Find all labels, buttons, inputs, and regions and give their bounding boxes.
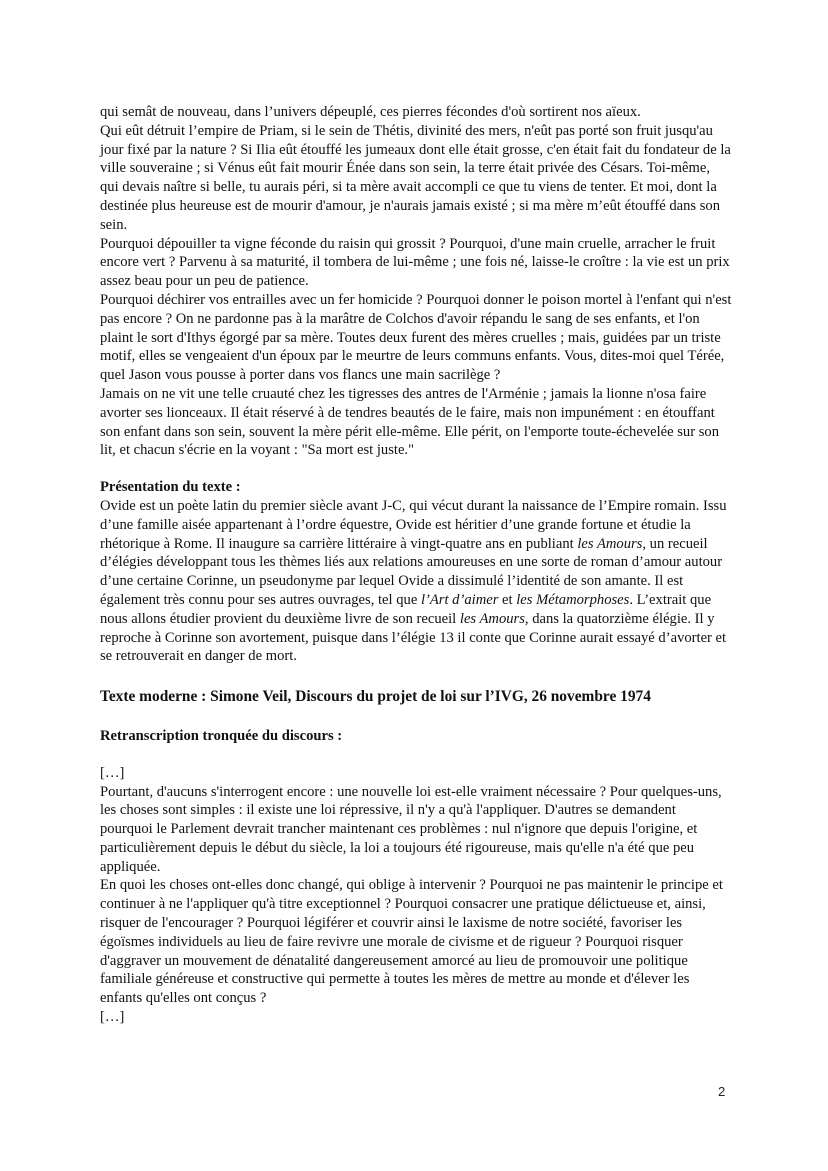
poem-paragraph: Jamais on ne vit une telle cruauté chez les tigresses des antres de l'Arménie ; jamais la lionne n'osa faire avorter ses lionceaux. Il était réservé à de tendres beautés de le faire, mais non impunément : en étouffant son enfant dans son sein, souvent la mère périt elle-même. Elle périt, on l'emporte toute-échevelée sur son lit, et chacun s'écrie en la voyant : "Sa mort est juste." <box>100 385 720 459</box>
book-title: les Métamorphoses <box>516 591 630 608</box>
presentation-text: , un recueil d’élégies développant tous les thèmes liés aux relations amoureuses en une sorte de roman d’amour autour d’une certaine Corinne, un pseudonyme par lequel Ovide a dissimulé l’identité de son amante. Il est également très connu pour ses autres ouvrages, tel que <box>100 535 723 608</box>
presentation-heading: Présentation du texte : <box>100 479 241 496</box>
presentation-paragraph <box>100 497 732 666</box>
ellipsis-start: […] <box>100 764 125 781</box>
speech-paragraph: Pourtant, d'aucuns s'interrogent encore : une nouvelle loi est-elle vraiment nécessaire ? Pour quelques-uns, les choses sont simples : il existe une loi répressive, il n'y a qu'à l'appliquer. D'autres se demandent pourquoi le Parlement devrait trancher maintenant ces problèmes : nul n'ignore que depuis l'origine, et particulièrement depuis le début du siècle, la loi a toujours été rigoureuse, mais qu'elle n'a été que peu appliquée. <box>100 783 722 875</box>
poem-paragraph: Pourquoi dépouiller ta vigne féconde du raisin qui grossit ? Pourquoi, d'une main cruelle, arracher le fruit encore vert ? Parvenu à sa maturité, il tombera de lui-même ; une fois né, laisse-le croître : la vie est un prix assez beau pour un peu de patience. <box>100 235 730 290</box>
presentation-text: , dans la quatorzième élégie. Il y reproche à Corinne son avortement, puisque dans l’élégie 13 il conte que Corinne aurait essayé d’avorter et se retrouverait en danger de mort. <box>100 610 727 665</box>
presentation-text: et <box>498 591 517 608</box>
page-number: 2 <box>718 1084 726 1099</box>
speech-paragraph: En quoi les choses ont-elles donc changé, qui oblige à intervenir ? Pourquoi ne pas maintenir le principe et continuer à ne l'appliquer qu'à titre exceptionnel ? Pourquoi consacrer une pratique délictueuse et, ainsi, risquer de l'encourager ? Pourquoi légiférer et couvrir ainsi le laxisme de notre société, favoriser les égoïsmes individuels au lieu de faire revivre une morale de civisme et de rigueur ? Pourquoi risquer d'aggraver un mouvement de dénatalité dangereusement amorcé au lieu de promouvoir une politique familiale généreuse et constructive qui permette à toutes les mères de mettre au monde et d'élever les enfants qu'elles ont conçus ? <box>100 877 723 1007</box>
poem-paragraph: qui semât de nouveau, dans l’univers dépeuplé, ces pierres fécondes d'où sortirent nos aïeux. <box>100 104 641 120</box>
subheading: Retranscription tronquée du discours : <box>100 727 343 744</box>
book-title: les Amours <box>459 610 525 627</box>
ellipsis-end: […] <box>100 1009 125 1026</box>
section-title: Texte moderne : Simone Veil, Discours du projet de loi sur l’IVG, 26 novembre 1974 <box>100 688 651 706</box>
book-title: les Amours <box>577 535 643 552</box>
book-title: l’Art d’aimer <box>420 591 499 608</box>
document-page <box>100 103 732 1027</box>
poem-paragraph: Qui eût détruit l’empire de Priam, si le sein de Thétis, divinité des mers, n'eût pas porté son fruit jusqu'au jour fixé par la nature ? Si Ilia eût étouffé les jumeaux dont elle était grosse, c'en était fait du fondateur de la ville souveraine ; si Vénus eût fait mourir Énée dans son sein, la terre était privée des Césars. Toi-même, qui devais naître si belle, tu aurais péri, si ta mère avait accompli ce que tu viens de tenter. Et moi, dont la destinée plus heureuse est de mourir d'amour, je n'aurais jamais existé ; si ma mère m’eût étouffé dans son sein. <box>100 122 731 233</box>
presentation-text: . L’extrait que nous allons étudier provient du deuxième livre de son recueil <box>100 591 712 627</box>
presentation-text: Ovide est un poète latin du premier siècle avant J-C, qui vécut durant la naissance de l’Empire romain. Issu d’une famille aisée appartenant à l’ordre équestre, Ovide est héritier d’une grande fortune et étudie la rhétorique à Rome. Il inaugure sa carrière littéraire à vingt-quatre ans en publiant <box>100 497 727 552</box>
poem-paragraph: Pourquoi déchirer vos entrailles avec un fer homicide ? Pourquoi donner le poison mortel à l'enfant qui n'est pas encore ? On ne pardonne pas à la marâtre de Colchos d'avoir répandu le sang de ses enfants, et l'on plaint le sort d'Ithys égorgé par sa mère. Toutes deux furent des mères cruelles ; mais, guidées par un triste motif, elles se vengeaient d'un époux par le meurtre de leurs communs enfants. Vous, dites-moi quel Térée, quel Jason vous pousse à porter dans vos flancs une main sacrilège ? <box>100 291 732 384</box>
